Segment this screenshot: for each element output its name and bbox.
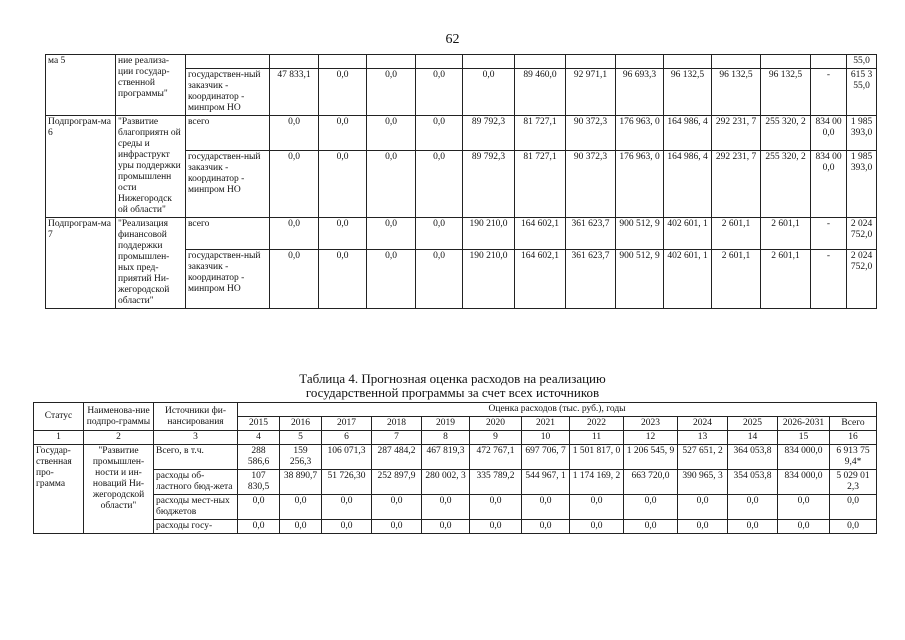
value-cell <box>270 55 319 69</box>
value-cell: 834 00 0,0 <box>811 116 847 151</box>
value-cell: 335 789,2 <box>470 470 522 495</box>
value-cell: 0,0 <box>319 151 367 218</box>
value-cell: 164 602,1 <box>515 218 566 250</box>
value-cell: 47 833,1 <box>270 69 319 116</box>
value-cell <box>712 55 761 69</box>
value-cell: 0,0 <box>238 520 280 534</box>
column-number: 14 <box>728 431 778 445</box>
row-source: всего <box>186 116 270 151</box>
value-cell: 1 206 545, 9 <box>624 445 678 470</box>
column-number: 16 <box>830 431 877 445</box>
year-header: 2021 <box>522 417 570 431</box>
value-cell: 0,0 <box>570 520 624 534</box>
value-cell: 544 967, 1 <box>522 470 570 495</box>
value-cell: 0,0 <box>372 495 422 520</box>
row-source: расходы госу- <box>154 520 238 534</box>
row-source: государствен-ный заказчик - координатор - минпром НО <box>186 151 270 218</box>
row-name: "Реализация финансовой поддержки промышлен-ных пред-приятий Ни-жегородской области" <box>116 218 186 309</box>
value-cell: 55,0 <box>847 55 877 69</box>
value-cell: 176 963, 0 <box>616 151 664 218</box>
value-cell: 354 053,8 <box>728 470 778 495</box>
year-header: 2018 <box>372 417 422 431</box>
value-cell: 0,0 <box>470 495 522 520</box>
value-cell: 2 601,1 <box>761 218 811 250</box>
value-cell: 0,0 <box>270 151 319 218</box>
value-cell: 402 601, 1 <box>664 218 712 250</box>
value-cell: 292 231, 7 <box>712 116 761 151</box>
header-estimate: Оценка расходов (тыс. руб.), годы <box>238 403 877 417</box>
column-number: 7 <box>372 431 422 445</box>
year-header: 2026-2031 <box>778 417 830 431</box>
value-cell: 1 501 817, 0 <box>570 445 624 470</box>
value-cell: 0,0 <box>322 520 372 534</box>
value-cell: 0,0 <box>678 495 728 520</box>
value-cell: 1 985 393,0 <box>847 151 877 218</box>
year-header: 2023 <box>624 417 678 431</box>
value-cell: 89 792,3 <box>463 151 515 218</box>
value-cell: 900 512, 9 <box>616 218 664 250</box>
value-cell: 0,0 <box>522 495 570 520</box>
value-cell: 0,0 <box>280 520 322 534</box>
value-cell: 90 372,3 <box>566 116 616 151</box>
value-cell: 0,0 <box>624 495 678 520</box>
value-cell <box>616 55 664 69</box>
column-number: 3 <box>154 431 238 445</box>
row-status: ма 5 <box>46 55 116 116</box>
table-caption-line1: Таблица 4. Прогнозная оценка расходов на реализацию <box>299 371 606 386</box>
row-source: Всего, в т.ч. <box>154 445 238 470</box>
year-header: 2022 <box>570 417 624 431</box>
value-cell: 615 3 55,0 <box>847 69 877 116</box>
value-cell: 176 963, 0 <box>616 116 664 151</box>
year-header: 2019 <box>422 417 470 431</box>
value-cell: 834 000,0 <box>778 445 830 470</box>
value-cell: 0,0 <box>270 249 319 308</box>
value-cell: 361 623,7 <box>566 218 616 250</box>
value-cell: 0,0 <box>463 69 515 116</box>
value-cell: 90 372,3 <box>566 151 616 218</box>
year-header: 2025 <box>728 417 778 431</box>
value-cell: 390 965, 3 <box>678 470 728 495</box>
value-cell: 280 002, 3 <box>422 470 470 495</box>
value-cell: 92 971,1 <box>566 69 616 116</box>
value-cell: 0,0 <box>367 249 416 308</box>
value-cell: 255 320, 2 <box>761 151 811 218</box>
value-cell: 0,0 <box>270 218 319 250</box>
row-source: всего <box>186 218 270 250</box>
row-source: государствен-ный заказчик - координатор - минпром НО <box>186 249 270 308</box>
table-row <box>34 520 877 534</box>
value-cell: 0,0 <box>416 249 463 308</box>
value-cell: 0,0 <box>570 495 624 520</box>
value-cell: 0,0 <box>372 520 422 534</box>
year-header: 2017 <box>322 417 372 431</box>
value-cell: 51 726,30 <box>322 470 372 495</box>
value-cell: 0,0 <box>678 520 728 534</box>
value-cell: 288 586,6 <box>238 445 280 470</box>
header-name: Наименова-ние подпро-граммы <box>84 403 154 431</box>
value-cell: 1 174 169, 2 <box>570 470 624 495</box>
program-name: "Развитие промышлен-ности и ин-новаций Ни-жегородской области" <box>84 445 154 534</box>
value-cell: 0,0 <box>728 520 778 534</box>
value-cell: 0,0 <box>416 151 463 218</box>
row-source: расходы мест-ных бюджетов <box>154 495 238 520</box>
year-header: 2015 <box>238 417 280 431</box>
value-cell: 527 651, 2 <box>678 445 728 470</box>
value-cell: 900 512, 9 <box>616 249 664 308</box>
value-cell <box>811 55 847 69</box>
value-cell: 663 720,0 <box>624 470 678 495</box>
value-cell: 0,0 <box>238 495 280 520</box>
page-number: 62 <box>445 32 460 47</box>
year-header: 2016 <box>280 417 322 431</box>
row-status: Подпрограм-ма 7 <box>46 218 116 309</box>
value-cell: 5 029 01 2,3 <box>830 470 877 495</box>
value-cell: 2 601,1 <box>712 249 761 308</box>
value-cell: 287 484,2 <box>372 445 422 470</box>
value-cell: 89 792,3 <box>463 116 515 151</box>
value-cell: 164 602,1 <box>515 249 566 308</box>
value-cell: 164 986, 4 <box>664 116 712 151</box>
value-cell: 0,0 <box>416 69 463 116</box>
value-cell: 0,0 <box>319 69 367 116</box>
column-number: 6 <box>322 431 372 445</box>
value-cell: 0,0 <box>319 218 367 250</box>
row-status: Подпрограм-ма 6 <box>46 116 116 218</box>
value-cell: 0,0 <box>830 495 877 520</box>
value-cell: 292 231, 7 <box>712 151 761 218</box>
value-cell: 159 256,3 <box>280 445 322 470</box>
value-cell: 0,0 <box>624 520 678 534</box>
header-source: Источники фи-нансирования <box>154 403 238 431</box>
table-row <box>34 445 877 470</box>
value-cell <box>566 55 616 69</box>
table-row <box>46 55 877 69</box>
table-caption-line2: государственной программы за счет всех источников <box>305 385 600 400</box>
header-status: Статус <box>34 403 84 431</box>
value-cell: 81 727,1 <box>515 116 566 151</box>
value-cell <box>367 55 416 69</box>
value-cell: 2 601,1 <box>761 249 811 308</box>
value-cell: 0,0 <box>416 116 463 151</box>
value-cell: 0,0 <box>367 116 416 151</box>
value-cell: 364 053,8 <box>728 445 778 470</box>
value-cell: 81 727,1 <box>515 151 566 218</box>
value-cell <box>761 55 811 69</box>
row-name: ние реализа-ции государ-ственной программы" <box>116 55 186 116</box>
year-header: Всего <box>830 417 877 431</box>
value-cell: 0,0 <box>728 495 778 520</box>
table-row <box>34 495 877 520</box>
column-number: 15 <box>778 431 830 445</box>
table-row <box>46 218 877 250</box>
value-cell: 89 460,0 <box>515 69 566 116</box>
column-number: 11 <box>570 431 624 445</box>
value-cell: 0,0 <box>322 495 372 520</box>
value-cell: 0,0 <box>830 520 877 534</box>
row-name: "Развитие благоприятн ой среды и инфраструкт уры поддержки промышленн ости Нижегородск ой области" <box>116 116 186 218</box>
header-row <box>34 403 877 417</box>
column-number: 12 <box>624 431 678 445</box>
value-cell: 190 210,0 <box>463 218 515 250</box>
table-row <box>34 470 877 495</box>
column-number: 13 <box>678 431 728 445</box>
value-cell: 0,0 <box>422 520 470 534</box>
column-number: 1 <box>34 431 84 445</box>
column-number: 5 <box>280 431 322 445</box>
column-number: 8 <box>422 431 470 445</box>
value-cell: 96 132,5 <box>761 69 811 116</box>
value-cell: 2 024 752,0 <box>847 249 877 308</box>
value-cell: 472 767,1 <box>470 445 522 470</box>
continued-table <box>45 54 877 309</box>
value-cell <box>463 55 515 69</box>
table-row <box>46 116 877 151</box>
value-cell: 467 819,3 <box>422 445 470 470</box>
value-cell: 96 132,5 <box>712 69 761 116</box>
value-cell: 697 706, 7 <box>522 445 570 470</box>
value-cell: 255 320, 2 <box>761 116 811 151</box>
value-cell: 2 601,1 <box>712 218 761 250</box>
value-cell: 0,0 <box>778 520 830 534</box>
value-cell: 402 601, 1 <box>664 249 712 308</box>
value-cell <box>416 55 463 69</box>
column-number: 4 <box>238 431 280 445</box>
value-cell: 106 071,3 <box>322 445 372 470</box>
value-cell: 0,0 <box>367 218 416 250</box>
value-cell: 38 890,7 <box>280 470 322 495</box>
value-cell: 834 000,0 <box>778 470 830 495</box>
column-number: 10 <box>522 431 570 445</box>
row-source <box>186 55 270 69</box>
value-cell: 0,0 <box>522 520 570 534</box>
value-cell: 834 00 0,0 <box>811 151 847 218</box>
value-cell: 0,0 <box>280 495 322 520</box>
value-cell: 0,0 <box>367 151 416 218</box>
program-status: Государ-ственная про-грамма <box>34 445 84 534</box>
year-header: 2020 <box>470 417 522 431</box>
value-cell: 252 897,9 <box>372 470 422 495</box>
row-source: расходы об-ластного бюд-жета <box>154 470 238 495</box>
value-cell: 2 024 752,0 <box>847 218 877 250</box>
value-cell: 96 693,3 <box>616 69 664 116</box>
value-cell: 0,0 <box>422 495 470 520</box>
value-cell: - <box>811 69 847 116</box>
column-number: 2 <box>84 431 154 445</box>
value-cell: 96 132,5 <box>664 69 712 116</box>
value-cell: 0,0 <box>367 69 416 116</box>
column-number: 9 <box>470 431 522 445</box>
value-cell: 190 210,0 <box>463 249 515 308</box>
value-cell <box>319 55 367 69</box>
value-cell: 361 623,7 <box>566 249 616 308</box>
value-cell: 0,0 <box>270 116 319 151</box>
year-header: 2024 <box>678 417 728 431</box>
value-cell: 0,0 <box>319 116 367 151</box>
value-cell: 164 986, 4 <box>664 151 712 218</box>
value-cell: 6 913 75 9,4* <box>830 445 877 470</box>
value-cell: 0,0 <box>416 218 463 250</box>
value-cell <box>515 55 566 69</box>
row-source: государствен-ный заказчик - координатор - минпром НО <box>186 69 270 116</box>
value-cell <box>664 55 712 69</box>
value-cell: 107 830,5 <box>238 470 280 495</box>
value-cell: 1 985 393,0 <box>847 116 877 151</box>
value-cell: - <box>811 218 847 250</box>
value-cell: 0,0 <box>470 520 522 534</box>
forecast-table <box>33 402 877 534</box>
value-cell: - <box>811 249 847 308</box>
column-numbers-row <box>34 431 877 445</box>
value-cell: 0,0 <box>319 249 367 308</box>
value-cell: 0,0 <box>778 495 830 520</box>
